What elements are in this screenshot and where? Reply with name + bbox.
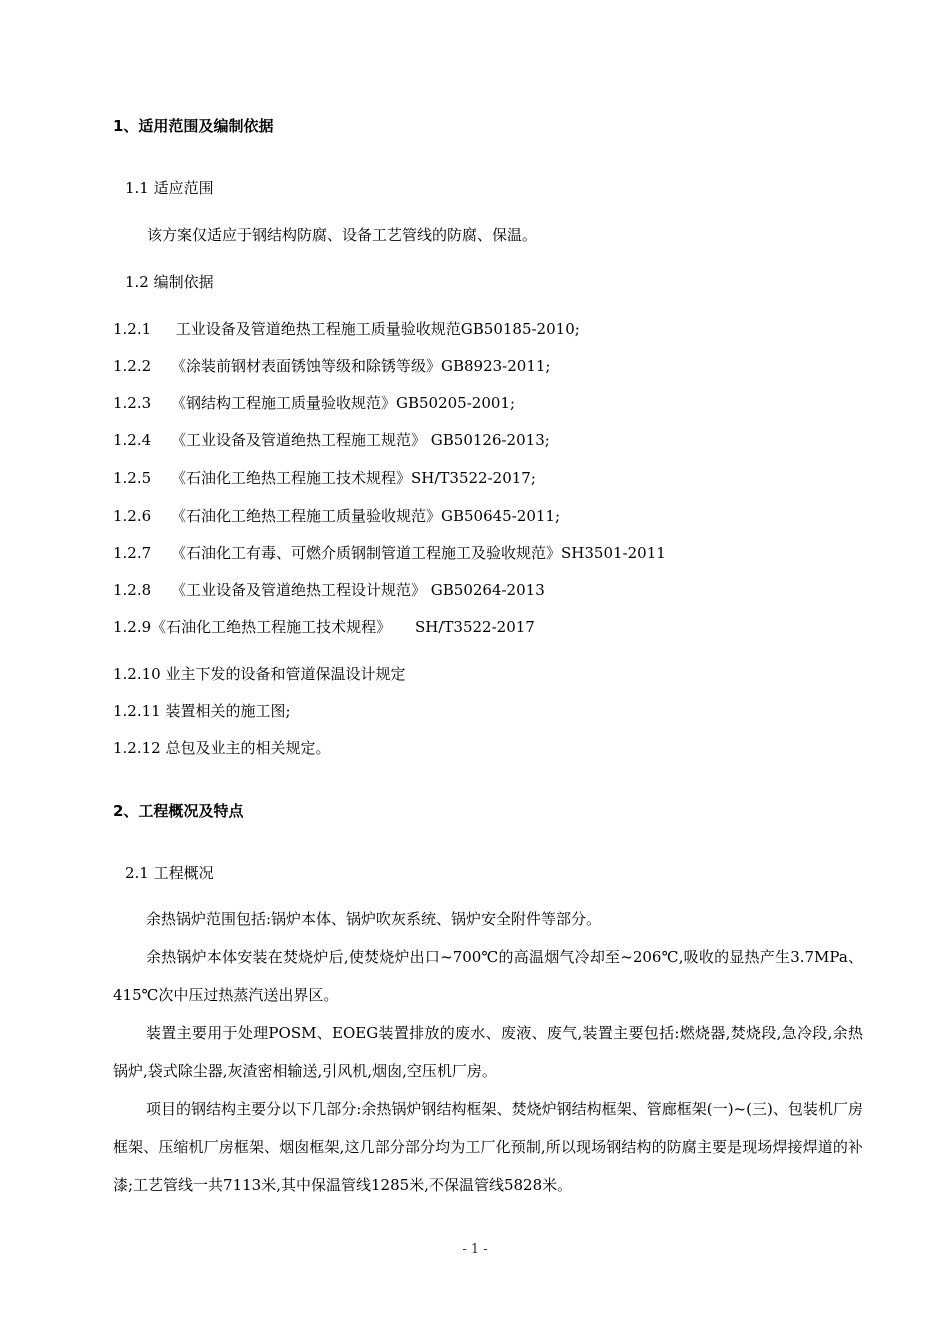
reference-number: 1.2.4 [113,431,152,449]
overview-paragraph: 余热锅炉范围包括:锅炉本体、锅炉吹灰系统、锅炉安全附件等部分。 [146,910,602,928]
reference-text: 《工业设备及管道绝热工程施工规范》 GB50126-2013; [171,431,550,449]
reference-text: 工业设备及管道绝热工程施工质量验收规范GB50185-2010; [171,320,580,338]
section-2-heading: 2、工程概况及特点 [113,802,244,820]
reference-text: 《钢结构工程施工质量验收规范》GB50205-2001; [171,394,516,412]
reference-number: 1.2.5 [113,469,152,487]
reference-number: 1.2.8 [113,581,152,599]
reference-item [113,580,545,600]
reference-number: 1.2.3 [113,394,152,412]
reference-item [113,543,666,563]
reference-item [113,356,550,376]
overview-paragraph: 余热锅炉本体安装在焚烧炉后,使焚烧炉出口~700℃的高温烟气冷却至~206℃,吸收的显热产生3.7MPa、415℃次中压过热蒸汽送出界区。 [113,948,863,1004]
reference-text: 《石油化工绝热工程施工质量验收规范》GB50645-2011; [171,507,561,525]
reference-item [113,506,560,526]
subsection-1-1-title: 1.1 适应范围 [125,179,214,197]
reference-item [113,468,536,488]
section-1-heading: 1、适用范围及编制依据 [113,117,274,135]
reference-text: 《石油化工绝热工程施工技术规程》SH/T3522-2017; [171,469,536,487]
reference-item-12: 1.2.12 总包及业主的相关规定。 [113,739,331,757]
reference-item-9: 1.2.9《石油化工绝热工程施工技术规程》 SH/T3522-2017 [113,618,535,636]
page-number: - 1 - [462,1242,488,1257]
reference-number: 1.2.6 [113,507,152,525]
reference-item [113,393,515,413]
overview-paragraph: 装置主要用于处理POSM、EOEG装置排放的废水、废液、废气,装置主要包括:燃烧器,焚烧段,急冷段,余热锅炉,袋式除尘器,灰渣密相输送,引风机,烟囱,空压机厂房。 [113,1024,863,1080]
subsection-2-1-title: 2.1 工程概况 [125,864,214,882]
subsection-1-1-text: 该方案仅适应于钢结构防腐、设备工艺管线的防腐、保温。 [147,226,538,244]
reference-item-11: 1.2.11 装置相关的施工图; [113,702,291,720]
reference-item [113,430,550,450]
reference-number: 1.2.2 [113,357,152,375]
reference-item [113,319,580,339]
reference-number: 1.2.1 [113,320,152,338]
reference-text: 《涂装前钢材表面锈蚀等级和除锈等级》GB8923-2011; [171,357,551,375]
overview-paragraph: 项目的钢结构主要分以下几部分:余热锅炉钢结构框架、焚烧炉钢结构框架、管廊框架(一)~(三)、包装机厂房框架、压缩机厂房框架、烟囱框架,这几部分部分均为工厂化预制,所以现场钢结构的防腐主要是现场焊接焊道的补漆;工艺管线一共7113米,其中保温管线1285米,不保温管线5828米。 [113,1100,863,1194]
reference-number: 1.2.7 [113,544,152,562]
reference-text: 《工业设备及管道绝热工程设计规范》 GB50264-2013 [171,581,545,599]
reference-item-10: 1.2.10 业主下发的设备和管道保温设计规定 [113,665,406,683]
reference-text: 《石油化工有毒、可燃介质钢制管道工程施工及验收规范》SH3501-2011 [171,544,666,562]
subsection-1-2-title: 1.2 编制依据 [125,273,214,291]
